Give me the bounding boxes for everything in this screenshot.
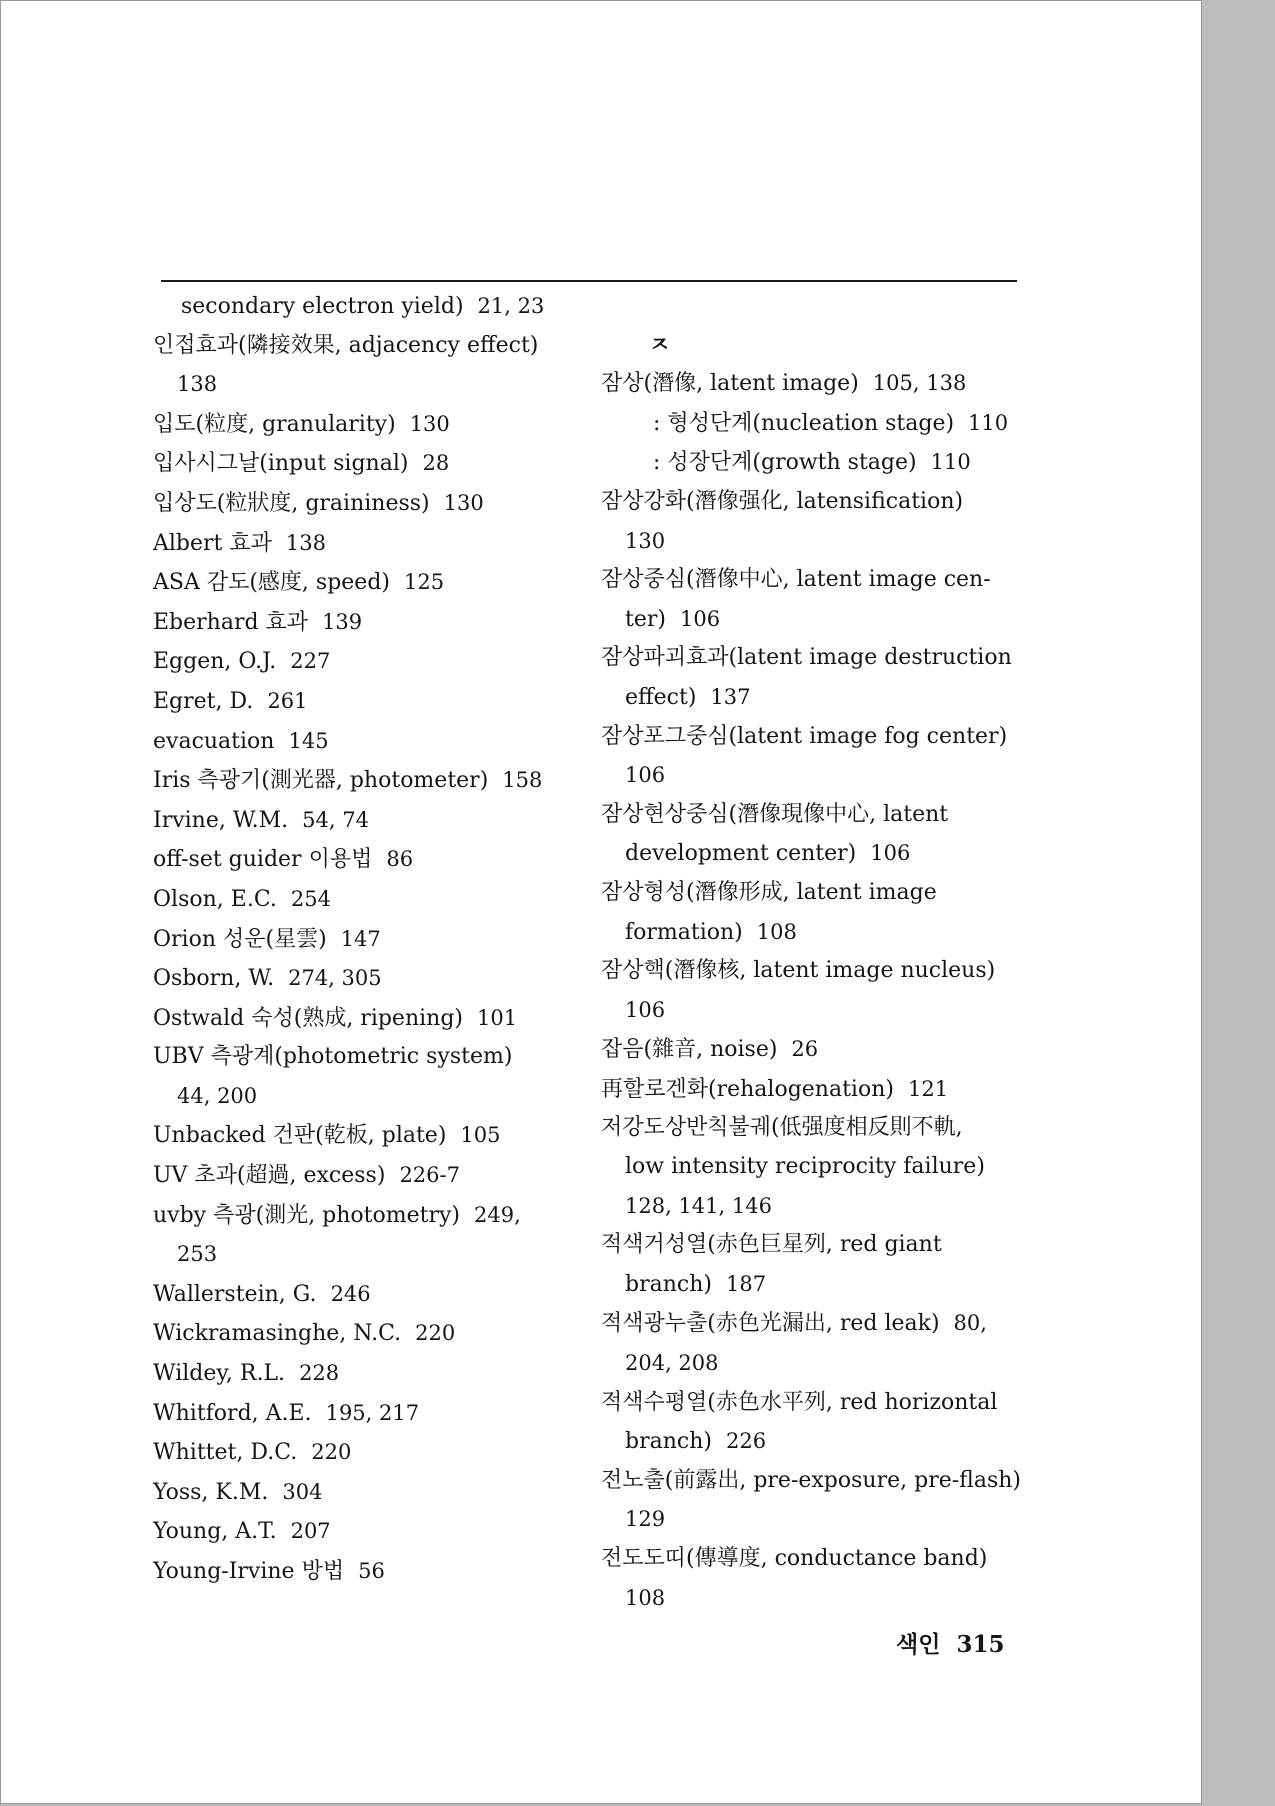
- index-term: Orion 성운(星雲): [153, 926, 327, 952]
- index-term: Eberhard 효과: [153, 609, 309, 635]
- index-entry: [601, 718, 1021, 757]
- index-term: 인접효과(隣接效果, adjacency effect): [153, 332, 539, 358]
- page-reference: 106: [679, 606, 721, 631]
- index-term: : 형성단계(nucleation stage): [653, 410, 955, 436]
- index-term: Iris 측광기(測光器, photometer): [153, 768, 489, 794]
- index-entry: [153, 761, 544, 801]
- index-entry: [601, 600, 1021, 640]
- index-entry: [153, 405, 544, 445]
- page-reference: 110: [968, 410, 1009, 435]
- index-term: effect): [625, 684, 697, 710]
- index-term: 적색수평열(赤色水平列, red horizontal: [601, 1389, 998, 1415]
- index-term: low intensity reciprocity failure): [625, 1154, 985, 1180]
- page-reference: 187: [725, 1271, 767, 1296]
- index-term: Wildey, R.L.: [153, 1361, 286, 1387]
- index-entry: [153, 1235, 544, 1275]
- index-entry: [601, 1500, 1021, 1540]
- page-reference: 147: [340, 926, 381, 951]
- index-entry: [601, 1070, 1021, 1110]
- index-term: 저강도상반칙불궤(低强度相反則不軌,: [601, 1115, 963, 1141]
- index-entry: [601, 913, 1021, 953]
- header-rule: [161, 280, 1017, 282]
- index-term: Whitford, A.E.: [153, 1400, 312, 1426]
- index-entry: [601, 1540, 1021, 1579]
- index-column-left: [153, 287, 544, 1592]
- index-entry: [601, 952, 1021, 991]
- page-reference: 274, 305: [288, 966, 382, 991]
- index-entry: [153, 327, 544, 366]
- index-term: branch): [625, 1429, 712, 1455]
- index-term: Ostwald 숙성(熟成, ripening): [153, 1005, 463, 1031]
- index-entry: [153, 287, 544, 327]
- index-term: 잠상강화(潛像强化, latensification): [601, 488, 964, 514]
- index-entry: [153, 1077, 544, 1117]
- index-entry: [601, 1384, 1021, 1423]
- page-reference: 106: [625, 997, 666, 1022]
- index-entry: [153, 840, 544, 880]
- page-reference: 227: [290, 649, 331, 674]
- index-entry: [601, 561, 1021, 600]
- index-entry: [153, 603, 544, 643]
- index-entry: [601, 834, 1021, 874]
- index-column-right: [601, 287, 1021, 1618]
- index-term: 잠상(潛像, latent image): [601, 371, 859, 397]
- index-entry: [153, 1196, 544, 1236]
- index-term: 적색광누출(赤色光漏出, red leak): [601, 1311, 940, 1337]
- page-reference: 220: [415, 1321, 456, 1346]
- index-entry: [153, 1433, 544, 1473]
- index-entry: [601, 522, 1021, 562]
- page-reference: 129: [625, 1507, 666, 1532]
- index-term: 잠상중심(潛像中心, latent image cen-: [601, 567, 991, 593]
- index-term: 입도(粒度, granularity): [153, 411, 396, 437]
- index-entry: [153, 1512, 544, 1552]
- index-term: uvby 측광(測光, photometry): [153, 1202, 461, 1228]
- page-reference: 128, 141, 146: [625, 1193, 772, 1218]
- index-entry: [601, 991, 1021, 1031]
- page-reference: 249,: [474, 1202, 521, 1227]
- index-entry: [601, 1579, 1021, 1619]
- page-reference: 207: [290, 1519, 331, 1544]
- page-reference: 106: [625, 763, 666, 788]
- index-entry: [153, 444, 544, 484]
- page-reference: 130: [409, 411, 450, 436]
- page-reference: 130: [625, 528, 666, 553]
- index-term: 입상도(粒狀度, graininess): [153, 490, 430, 516]
- index-term: UBV 측광계(photometric system): [153, 1044, 513, 1070]
- page-reference: 54, 74: [302, 807, 369, 832]
- index-term: 입사시그날(input signal): [153, 451, 409, 477]
- page-reference: 139: [322, 609, 363, 634]
- index-term: off-set guider 이용법: [153, 847, 373, 873]
- index-term: 잠상현상중심(潛像現像中心, latent: [601, 801, 949, 827]
- index-term: development center): [625, 841, 857, 867]
- page-footer: [896, 1626, 1004, 1659]
- index-term: UV 초과(超過, excess): [153, 1163, 386, 1189]
- page-reference: 226: [725, 1429, 767, 1454]
- index-entry: [153, 563, 544, 603]
- index-entry: [601, 287, 1021, 326]
- index-term: Olson, E.C.: [153, 886, 277, 912]
- index-entry: [153, 1156, 544, 1196]
- index-entry: [601, 639, 1021, 678]
- page-reference: 138: [177, 372, 218, 397]
- index-term: ㅈ: [649, 331, 671, 358]
- index-entry: [601, 1030, 1021, 1070]
- page-reference: 304: [282, 1479, 323, 1504]
- page-reference: 254: [290, 886, 331, 911]
- index-entry: [153, 1275, 544, 1315]
- page-reference: 121: [907, 1076, 949, 1101]
- page-reference: 101: [477, 1005, 518, 1030]
- index-term: Young, A.T.: [153, 1519, 277, 1545]
- page-reference: 56: [358, 1559, 385, 1583]
- page-reference: 28: [422, 451, 450, 476]
- page-reference: 106: [870, 841, 911, 866]
- index-term: 잠상포그중심(latent image fog center): [601, 723, 1008, 749]
- page-reference: 105: [460, 1123, 501, 1148]
- index-entry: [601, 1226, 1021, 1265]
- page-reference: 86: [386, 847, 414, 872]
- page-reference: 138: [285, 530, 326, 555]
- index-entry: [153, 801, 544, 841]
- index-entry: [601, 1462, 1021, 1501]
- index-term: 再할로겐화(rehalogenation): [601, 1076, 894, 1102]
- index-entry: [153, 1038, 544, 1077]
- index-term: 잠상핵(潛像核, latent image nucleus): [601, 958, 996, 984]
- page-reference: 105, 138: [872, 371, 967, 396]
- index-entry: [601, 1265, 1021, 1305]
- index-term: Young-Irvine 방법: [153, 1559, 345, 1584]
- page-reference: 26: [791, 1037, 819, 1062]
- page-reference: 195, 217: [325, 1400, 420, 1425]
- index-entry: [153, 959, 544, 999]
- index-term: Eggen, O.J.: [153, 649, 277, 675]
- index-entry: [153, 484, 544, 524]
- index-term: Egret, D.: [153, 688, 254, 714]
- index-entry: [601, 1187, 1021, 1227]
- index-entry: [601, 1422, 1021, 1462]
- index-entry: [601, 678, 1021, 718]
- page-reference: 80,: [953, 1311, 987, 1336]
- index-term: secondary electron yield): [181, 294, 464, 319]
- index-term: branch): [625, 1271, 712, 1297]
- index-term: Unbacked 건판(乾板, plate): [153, 1123, 447, 1149]
- page-number: 315: [956, 1631, 1005, 1658]
- page-reference: 137: [710, 684, 751, 709]
- index-entry: [153, 1552, 544, 1592]
- index-entry: [153, 1394, 544, 1434]
- page-reference: 204, 208: [625, 1351, 719, 1376]
- index-entry: [153, 1354, 544, 1394]
- index-entry: [601, 443, 1021, 483]
- index-entry: [153, 1314, 544, 1354]
- index-term: 전도도띠(傳導度, conductance band): [601, 1546, 988, 1571]
- index-term: Irvine, W.M.: [153, 807, 289, 833]
- page-reference: 44, 200: [177, 1083, 258, 1108]
- index-term: evacuation: [153, 728, 275, 754]
- index-entry: [601, 1344, 1021, 1384]
- index-entry: [601, 1304, 1021, 1344]
- index-entry: [153, 682, 544, 722]
- index-entry: [153, 880, 544, 920]
- page-reference: 261: [267, 688, 308, 713]
- index-term: Wallerstein, G.: [153, 1281, 317, 1307]
- page-reference: 130: [443, 490, 484, 515]
- page-reference: 21, 23: [477, 294, 545, 318]
- page-reference: 110: [930, 450, 971, 475]
- index-entry: [153, 365, 544, 405]
- page-reference: 158: [502, 768, 543, 793]
- index-term: Wickramasinghe, N.C.: [153, 1321, 402, 1347]
- page-reference: 108: [756, 919, 797, 944]
- index-term: Osborn, W.: [153, 966, 275, 992]
- index-entry: [153, 524, 544, 564]
- page-reference: 253: [177, 1242, 218, 1267]
- page-reference: 125: [404, 570, 445, 595]
- index-entry: [601, 1148, 1021, 1187]
- index-entry: [601, 756, 1021, 796]
- index-entry: [601, 364, 1021, 404]
- index-term: 잠상파괴효과(latent image destruction: [601, 645, 1012, 671]
- index-term: Albert 효과: [153, 530, 272, 556]
- page-reference: 246: [330, 1281, 371, 1306]
- index-term: Yoss, K.M.: [153, 1479, 269, 1505]
- index-entry: [601, 796, 1021, 835]
- footer-label: 색인: [896, 1631, 941, 1658]
- index-entry: [153, 642, 544, 682]
- index-term: formation): [625, 919, 743, 945]
- index-entry: [153, 1116, 544, 1156]
- index-entry: [153, 999, 544, 1039]
- page-reference: 226-7: [399, 1163, 460, 1188]
- page-reference: 228: [299, 1361, 340, 1386]
- index-entry: [153, 722, 544, 762]
- index-term: ASA 감도(感度, speed): [153, 570, 390, 596]
- index-entry: [601, 326, 1021, 365]
- index-term: 적색거성열(赤色巨星列, red giant: [601, 1232, 942, 1258]
- page-reference: 220: [311, 1440, 352, 1465]
- index-term: 잡음(雜音, noise): [601, 1037, 778, 1063]
- index-entry: [153, 920, 544, 960]
- viewer-background: [1202, 0, 1275, 1806]
- index-term: 잠상형성(潛像形成, latent image: [601, 879, 937, 905]
- index-term: Whittet, D.C.: [153, 1440, 298, 1466]
- index-term: 전노출(前露出, pre-exposure, pre-flash): [601, 1467, 1021, 1493]
- page-reference: 145: [288, 728, 329, 753]
- index-entry: [601, 874, 1021, 913]
- index-entry: [153, 1473, 544, 1513]
- index-term: ter): [625, 606, 666, 632]
- index-entry: [601, 1109, 1021, 1148]
- index-entry: [601, 404, 1021, 444]
- index-term: : 성장단계(growth stage): [653, 450, 917, 476]
- page-reference: 108: [625, 1585, 666, 1610]
- index-entry: [601, 483, 1021, 522]
